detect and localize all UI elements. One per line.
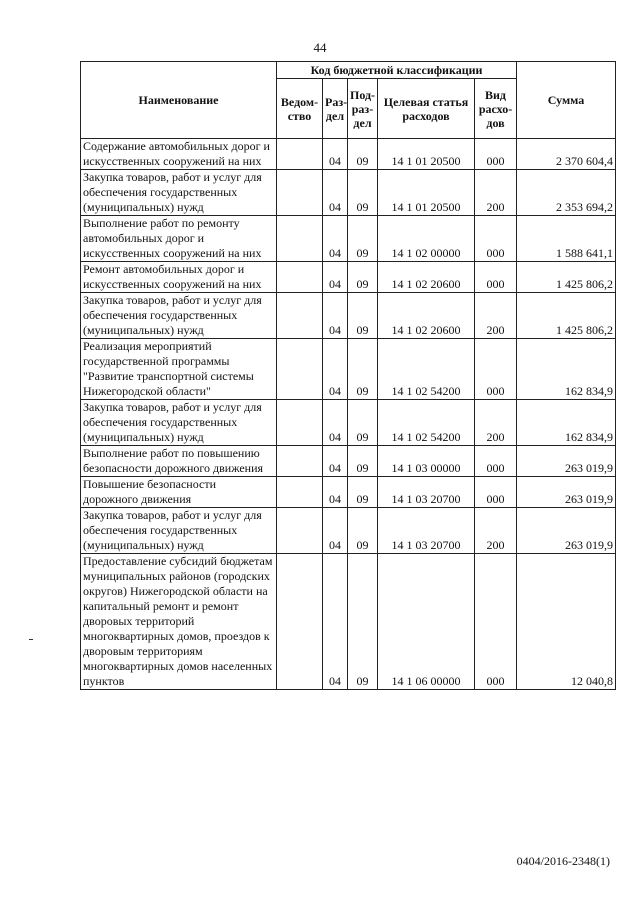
header-name: Наименование <box>81 62 277 139</box>
row-podrazdel: 09 <box>348 170 378 216</box>
row-vedomstvo <box>277 446 323 477</box>
row-expense-type: 200 <box>475 293 517 339</box>
row-vedomstvo <box>277 339 323 400</box>
row-expense-type: 000 <box>475 477 517 508</box>
row-expense-type: 000 <box>475 339 517 400</box>
row-sum: 1 588 641,1 <box>517 216 616 262</box>
row-name: Предоставление субсидий бюджетам муниципальных районов (городских округов) Нижегородской области на капитальный ремонт и ремонт дворовых территорий многоквартирных домов, проездов к дворовым территориям многоквартирных домов населенных пунктов <box>81 554 277 690</box>
row-target-article: 14 1 03 00000 <box>378 446 475 477</box>
row-razdel: 04 <box>323 339 348 400</box>
row-vedomstvo <box>277 293 323 339</box>
row-target-article: 14 1 01 20500 <box>378 139 475 170</box>
row-target-article: 14 1 02 54200 <box>378 400 475 446</box>
row-podrazdel: 09 <box>348 262 378 293</box>
table-row <box>81 262 616 293</box>
row-expense-type: 000 <box>475 262 517 293</box>
row-sum: 1 425 806,2 <box>517 262 616 293</box>
row-name: Ремонт автомобильных дорог и искусственных сооружений на них <box>81 262 277 293</box>
row-podrazdel: 09 <box>348 339 378 400</box>
row-name: Выполнение работ по повышению безопасности дорожного движения <box>81 446 277 477</box>
row-name: Закупка товаров, работ и услуг для обеспечения государственных (муниципальных) нужд <box>81 293 277 339</box>
header-expense-type: Вид расхо-дов <box>475 79 517 139</box>
row-razdel: 04 <box>323 554 348 690</box>
row-expense-type: 000 <box>475 554 517 690</box>
row-expense-type: 200 <box>475 400 517 446</box>
row-razdel: 04 <box>323 216 348 262</box>
row-sum: 162 834,9 <box>517 400 616 446</box>
row-name: Закупка товаров, работ и услуг для обеспечения государственных (муниципальных) нужд <box>81 400 277 446</box>
row-target-article: 14 1 06 00000 <box>378 554 475 690</box>
row-target-article: 14 1 02 00000 <box>378 216 475 262</box>
row-razdel: 04 <box>323 400 348 446</box>
row-razdel: 04 <box>323 293 348 339</box>
row-vedomstvo <box>277 477 323 508</box>
row-name: Содержание автомобильных дорог и искусственных сооружений на них <box>81 139 277 170</box>
table-row <box>81 400 616 446</box>
row-name: Выполнение работ по ремонту автомобильных дорог и искусственных сооружений на них <box>81 216 277 262</box>
row-target-article: 14 1 02 20600 <box>378 293 475 339</box>
row-razdel: 04 <box>323 477 348 508</box>
row-sum: 1 425 806,2 <box>517 293 616 339</box>
row-expense-type: 000 <box>475 446 517 477</box>
row-razdel: 04 <box>323 508 348 554</box>
row-vedomstvo <box>277 400 323 446</box>
row-podrazdel: 09 <box>348 216 378 262</box>
row-expense-type: 200 <box>475 170 517 216</box>
row-podrazdel: 09 <box>348 139 378 170</box>
margin-mark <box>29 639 33 640</box>
row-razdel: 04 <box>323 139 348 170</box>
row-vedomstvo <box>277 262 323 293</box>
row-target-article: 14 1 02 54200 <box>378 339 475 400</box>
row-vedomstvo <box>277 170 323 216</box>
row-razdel: 04 <box>323 446 348 477</box>
table-row <box>81 170 616 216</box>
table-row <box>81 554 616 690</box>
row-expense-type: 000 <box>475 216 517 262</box>
document-number: 0404/2016-2348(1) <box>516 854 610 868</box>
row-podrazdel: 09 <box>348 400 378 446</box>
row-sum: 2 370 604,4 <box>517 139 616 170</box>
table-row <box>81 446 616 477</box>
page-number: 44 <box>313 40 327 55</box>
table-row <box>81 339 616 400</box>
row-target-article: 14 1 02 20600 <box>378 262 475 293</box>
row-target-article: 14 1 03 20700 <box>378 477 475 508</box>
row-sum: 162 834,9 <box>517 339 616 400</box>
row-podrazdel: 09 <box>348 554 378 690</box>
header-vedomstvo: Ведом-ство <box>277 79 323 139</box>
row-name: Закупка товаров, работ и услуг для обеспечения государственных (муниципальных) нужд <box>81 170 277 216</box>
row-vedomstvo <box>277 216 323 262</box>
budget-table <box>80 61 616 690</box>
row-podrazdel: 09 <box>348 477 378 508</box>
row-name: Закупка товаров, работ и услуг для обеспечения государственных (муниципальных) нужд <box>81 508 277 554</box>
row-podrazdel: 09 <box>348 508 378 554</box>
header-sum: Сумма <box>517 62 616 139</box>
row-target-article: 14 1 03 20700 <box>378 508 475 554</box>
row-name: Реализация мероприятий государственной программы "Развитие транспортной системы Нижегородской области" <box>81 339 277 400</box>
header-target-article: Целевая статья расходов <box>378 79 475 139</box>
row-expense-type: 000 <box>475 139 517 170</box>
row-sum: 263 019,9 <box>517 508 616 554</box>
table-row <box>81 293 616 339</box>
row-vedomstvo <box>277 508 323 554</box>
row-razdel: 04 <box>323 170 348 216</box>
row-sum: 263 019,9 <box>517 446 616 477</box>
row-target-article: 14 1 01 20500 <box>378 170 475 216</box>
table-row <box>81 139 616 170</box>
table-row <box>81 508 616 554</box>
row-podrazdel: 09 <box>348 446 378 477</box>
table-row <box>81 477 616 508</box>
row-vedomstvo <box>277 554 323 690</box>
row-vedomstvo <box>277 139 323 170</box>
row-expense-type: 200 <box>475 508 517 554</box>
row-sum: 263 019,9 <box>517 477 616 508</box>
table-row <box>81 216 616 262</box>
header-budget-code-group: Код бюджетной классификации <box>277 62 517 79</box>
row-razdel: 04 <box>323 262 348 293</box>
row-sum: 12 040,8 <box>517 554 616 690</box>
row-sum: 2 353 694,2 <box>517 170 616 216</box>
row-name: Повышение безопасности дорожного движения <box>81 477 277 508</box>
header-razdel: Раз-дел <box>323 79 348 139</box>
header-podrazdel: Под-раз-дел <box>348 79 378 139</box>
row-podrazdel: 09 <box>348 293 378 339</box>
